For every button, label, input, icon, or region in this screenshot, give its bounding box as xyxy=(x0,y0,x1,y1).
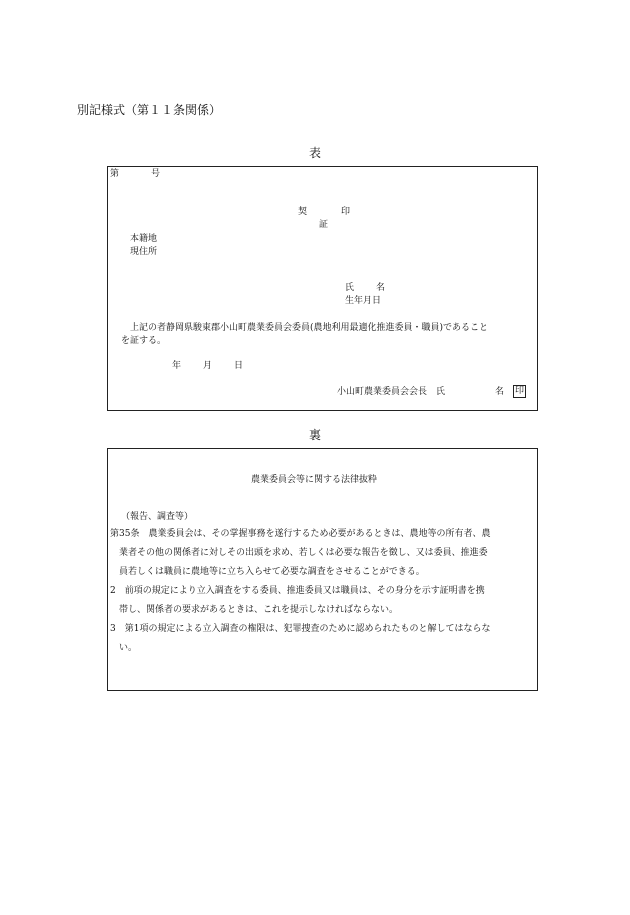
card-title-1: 契 xyxy=(298,207,308,217)
name-label-2: 名 xyxy=(376,283,386,293)
date-year: 年 xyxy=(172,361,182,371)
back-card xyxy=(107,448,538,691)
front-section-label: 表 xyxy=(309,146,322,160)
article-35-line-2: 業者その他の関係者に対しその出頭を求め、若しくは必要な報告を徴し、又は委員、推進委 xyxy=(119,548,488,558)
back-section-label: 裏 xyxy=(309,428,322,442)
article-35-line-1: 第35条 農業委員会は、その掌握事務を遂行するため必要があるときは、農地等の所有者、農 xyxy=(110,529,491,539)
law-subheading: （報告、調査等） xyxy=(121,512,194,522)
name-label-1: 氏 xyxy=(345,283,355,293)
issuer: 小山町農業委員会会長 氏 xyxy=(337,387,446,397)
clause-3-line-2: い。 xyxy=(119,643,138,653)
number-prefix: 第 xyxy=(110,169,120,179)
cert-line-1: 上記の者静岡県駿東郡小山町農業委員会委員(農地利用最適化推進委員・職員)であること xyxy=(130,323,489,333)
form-title: 別記様式（第１１条関係） xyxy=(77,103,222,117)
law-title: 農業委員会等に関する法律抜粋 xyxy=(251,475,378,485)
seal-mark: 印 xyxy=(515,386,525,396)
date-day: 日 xyxy=(234,361,244,371)
card-title-2: 印 xyxy=(341,207,351,217)
article-35-line-3: 員若しくは職員に農地等に立ち入らせて必要な調査をさせることができる。 xyxy=(119,567,425,577)
issuer-name-suffix: 名 xyxy=(495,387,505,397)
birthdate-label: 生年月日 xyxy=(345,296,382,306)
cert-line-2: を証する。 xyxy=(121,336,167,346)
card-title-3: 証 xyxy=(319,220,329,230)
clause-3-line-1: 3 第1項の規定による立入調査の権限は、犯罪捜査のために認められたものと解してはならな xyxy=(110,624,491,634)
clause-2-line-1: 2 前項の規定により立入調査をする委員、推進委員又は職員は、その身分を示す証明書を携 xyxy=(110,586,485,596)
clause-2-line-2: 帯し、関係者の要求があるときは、これを提示しなければならない。 xyxy=(119,605,399,615)
address-label: 現住所 xyxy=(130,247,158,257)
date-month: 月 xyxy=(203,361,213,371)
number-suffix: 号 xyxy=(151,169,161,179)
honseki-label: 本籍地 xyxy=(130,234,158,244)
front-card xyxy=(107,166,538,411)
